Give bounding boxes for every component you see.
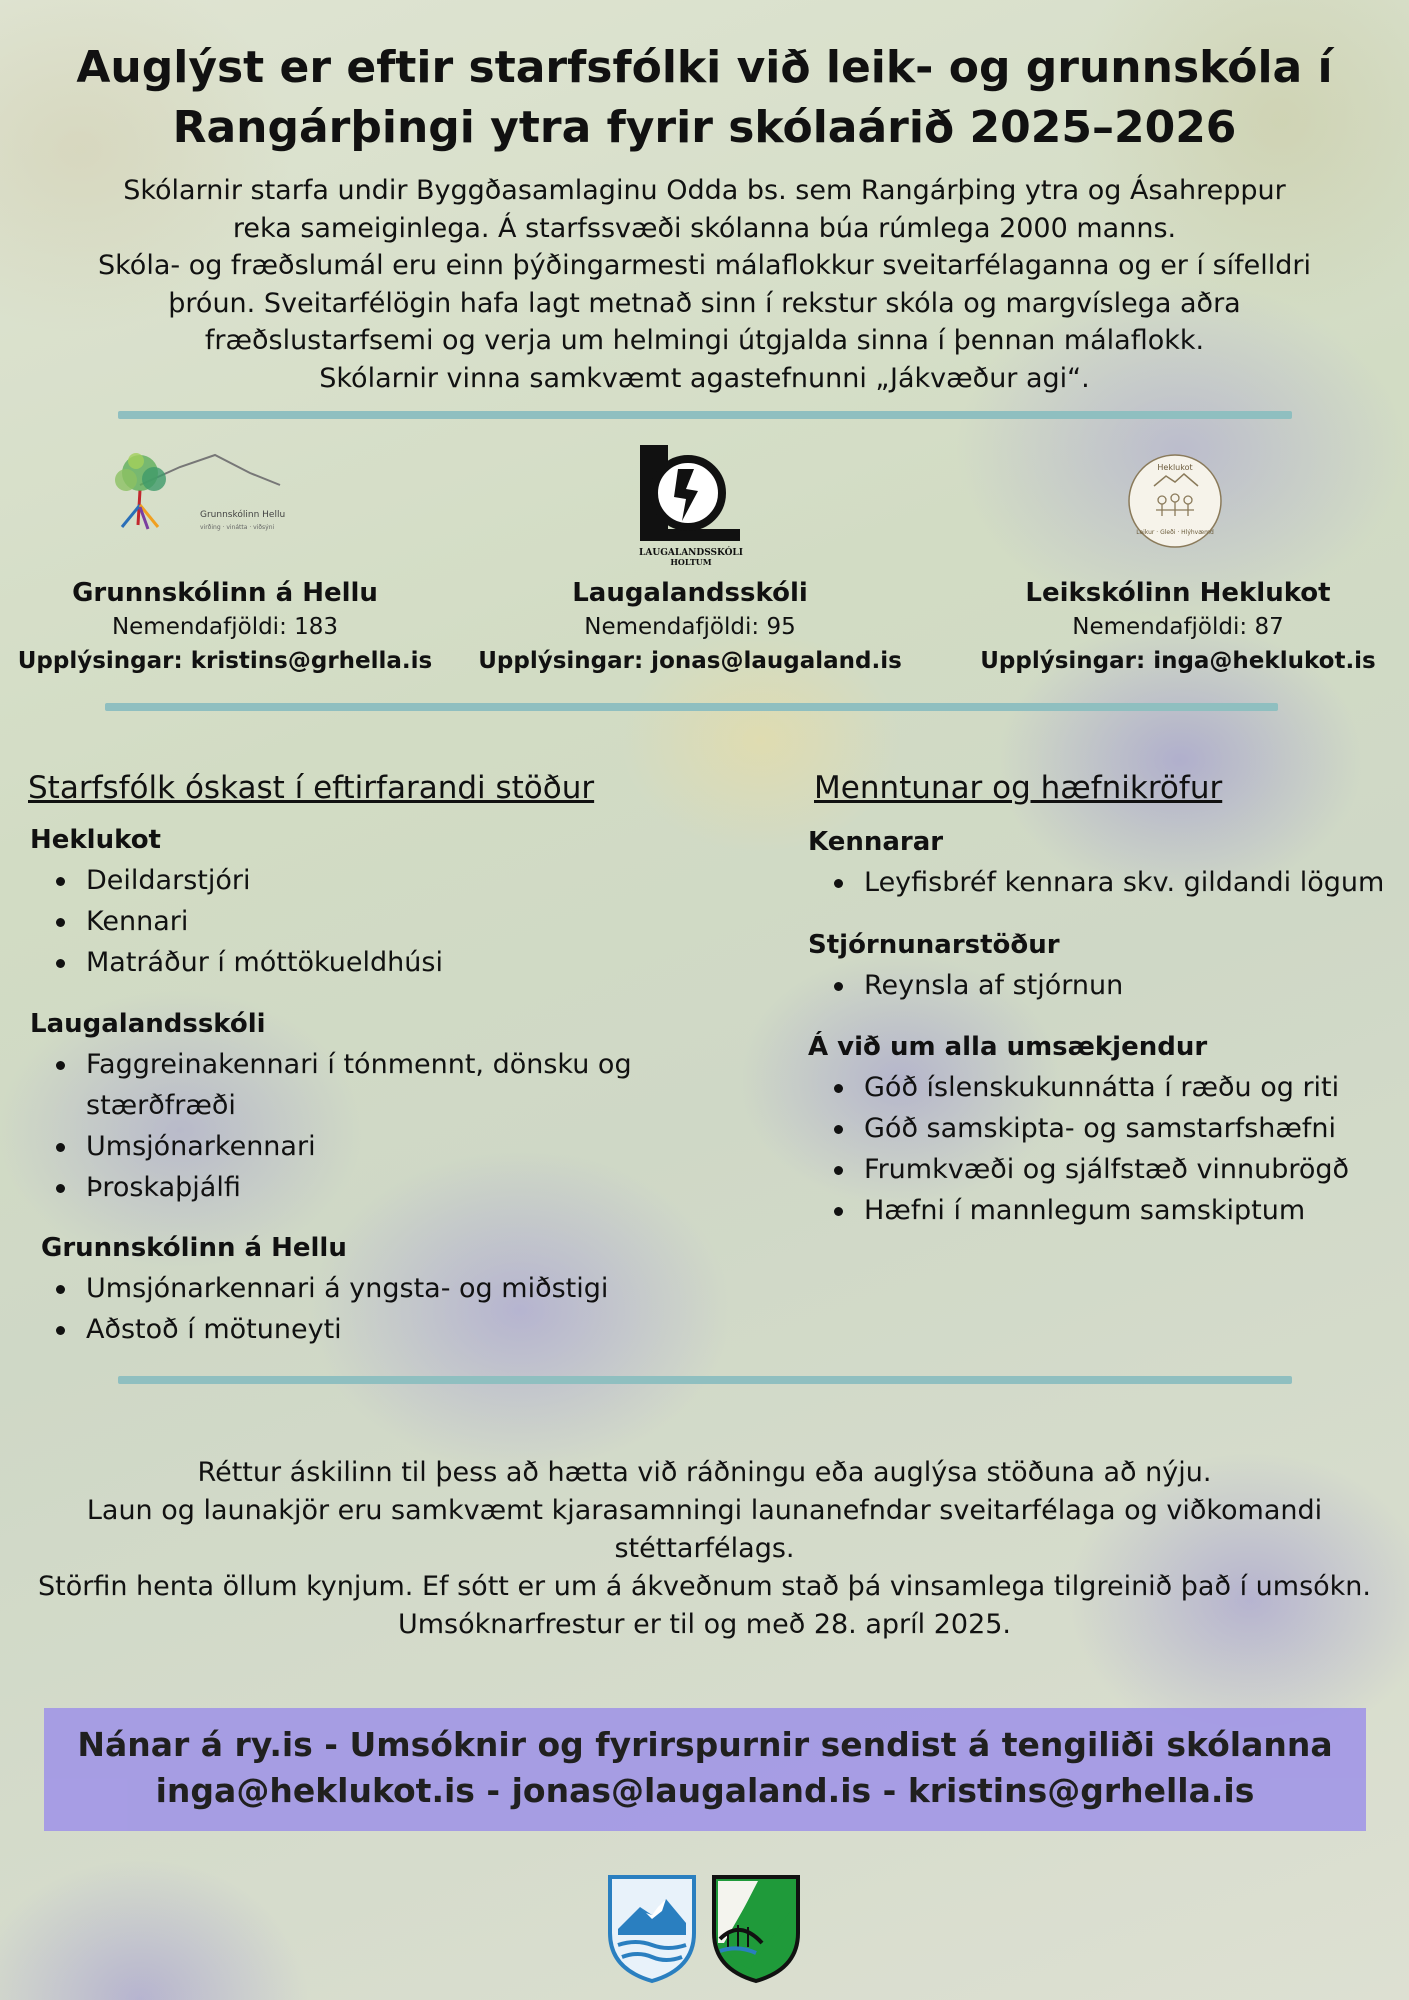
list-item: Þroskaþjálfi <box>30 1167 670 1208</box>
school-card-laugaland <box>460 576 920 678</box>
requirement-group-teachers <box>808 824 1408 903</box>
requirement-group-all <box>808 1029 1408 1231</box>
intro-line: reka sameiginlega. Á starfssvæði skólanna búa rúmlega 2000 manns. <box>232 212 1177 244</box>
list-item: Umsjónarkennari <box>30 1126 670 1167</box>
asahreppur-crest-icon <box>710 1873 802 1985</box>
position-group-hella <box>41 1230 741 1350</box>
contact-line: Nánar á ry.is - Umsóknir og fyrirspurnir sendist á tengiliði skólanna <box>77 1725 1333 1764</box>
grunnskolinn-hellu-logo <box>100 445 290 535</box>
school-contact: Upplýsingar: jonas@laugaland.is <box>478 648 902 674</box>
list-item: Umsjónarkennari á yngsta- og miðstigi <box>30 1268 741 1309</box>
list-item: Aðstoð í mötuneyti <box>30 1309 741 1350</box>
laugalandsskoli-logo <box>638 443 744 569</box>
hella-logo-text: Grunnskólinn Hellu <box>200 510 286 520</box>
school-name: Leikskólinn Heklukot <box>1025 578 1331 608</box>
laugaland-logo-subtext: HOLTUM <box>670 557 712 567</box>
group-title: Laugalandsskóli <box>30 1009 266 1039</box>
student-count: Nemendafjöldi: 183 <box>111 614 339 640</box>
hella-logo-tagline: virðing · vinátta · viðsýni <box>200 524 275 531</box>
requirement-list <box>808 1067 1408 1231</box>
school-name: Grunnskólinn á Hellu <box>72 578 378 608</box>
school-card-heklukot <box>948 576 1408 678</box>
list-item: Deildarstjóri <box>30 860 730 901</box>
intro-paragraph <box>40 172 1369 397</box>
group-title: Á við um alla umsækjendur <box>808 1032 1208 1062</box>
requirement-group-management <box>808 927 1408 1006</box>
group-title: Kennarar <box>808 827 944 857</box>
school-contact: Upplýsingar: inga@heklukot.is <box>980 648 1376 674</box>
requirement-list <box>808 862 1408 903</box>
school-contact: Upplýsingar: kristins@grhella.is <box>17 648 433 674</box>
list-item: Reynsla af stjórnun <box>808 965 1408 1006</box>
intro-line: Skólarnir vinna samkvæmt agastefnunni „Jákvæður agi“. <box>319 362 1090 394</box>
requirements-heading: Menntunar og hæfnikröfur <box>814 770 1223 806</box>
school-card-hella <box>0 576 455 678</box>
requirement-list <box>808 965 1408 1006</box>
heklukot-logo-motto: Leikur · Gleði · Hlýhvæmd <box>1136 529 1214 536</box>
laugaland-logo-text: LAUGALANDSSKÓLI <box>639 548 743 558</box>
page-title <box>40 38 1369 158</box>
position-group-laugaland <box>30 1006 670 1208</box>
divider <box>105 703 1278 711</box>
heklukot-logo <box>1126 452 1224 550</box>
terms-line: Umsóknarfrestur er til og með 28. apríl 2025. <box>397 1609 1012 1640</box>
terms-line: Laun og launakjör eru samkvæmt kjarasamningi launanefndar sveitarfélaga og viðkomandi <box>86 1495 1323 1526</box>
intro-line: Skóla- og fræðslumál eru einn þýðingarmesti málaflokkur sveitarfélaganna og er í sífelldri <box>97 250 1312 281</box>
list-item: Frumkvæði og sjálfstæð vinnubrögð <box>808 1149 1408 1190</box>
intro-line: þróun. Sveitarfélögin hafa lagt metnað sinn í rekstur skóla og margvíslega aðra <box>168 287 1241 319</box>
contact-emails: inga@heklukot.is - jonas@laugaland.is - kristins@grhella.is <box>155 1771 1255 1810</box>
position-group-heklukot <box>30 822 730 983</box>
group-title: Grunnskólinn á Hellu <box>41 1233 347 1263</box>
heklukot-logo-text: Heklukot <box>1157 463 1193 472</box>
divider <box>118 411 1292 419</box>
divider <box>118 1376 1292 1384</box>
student-count: Nemendafjöldi: 95 <box>584 614 796 640</box>
school-name: Laugalandsskóli <box>572 578 808 608</box>
terms-line: Störfin henta öllum kynjum. Ef sótt er um á ákveðnum stað þá vinsamlega tilgreinið það í umsókn. <box>38 1571 1371 1602</box>
position-list <box>30 1044 670 1208</box>
rangarthing-ytra-crest-icon <box>606 1873 698 1985</box>
list-item: Kennari <box>30 901 730 942</box>
terms-line: stéttarfélags. <box>614 1533 795 1564</box>
group-title: Stjórnunarstöður <box>808 930 1060 960</box>
intro-line: Skólarnir starfa undir Byggðasamlaginu Odda bs. sem Rangárþing ytra og Ásahreppur <box>123 175 1286 206</box>
intro-line: fræðslustarfsemi og verja um helmingi útgjalda sinna í þennan málaflokk. <box>204 325 1205 356</box>
contact-banner <box>44 1708 1366 1831</box>
title-line-2: Rangárþingi ytra fyrir skólaárið 2025–2026 <box>172 102 1237 153</box>
list-item: Matráður í móttökueldhúsi <box>30 942 730 983</box>
list-item: Faggreinakennari í tónmennt, dönsku og stærðfræði <box>30 1044 670 1126</box>
title-line-1: Auglýst er eftir starfsfólki við leik- og grunnskóla í <box>76 42 1333 93</box>
list-item: Góð samskipta- og samstarfshæfni <box>808 1108 1408 1149</box>
positions-heading: Starfsfólk óskast í eftirfarandi stöður <box>28 770 595 806</box>
student-count: Nemendafjöldi: 87 <box>1072 614 1284 640</box>
list-item: Góð íslenskukunnátta í ræðu og riti <box>808 1067 1408 1108</box>
group-title: Heklukot <box>30 825 161 855</box>
terms-line: Réttur áskilinn til þess að hætta við ráðningu eða auglýsa stöðuna að nýju. <box>197 1457 1212 1488</box>
position-list <box>30 1268 741 1350</box>
position-list <box>30 860 730 983</box>
list-item: Leyfisbréf kennara skv. gildandi lögum <box>808 862 1408 903</box>
list-item: Hæfni í mannlegum samskiptum <box>808 1190 1408 1231</box>
terms-text <box>0 1454 1409 1644</box>
